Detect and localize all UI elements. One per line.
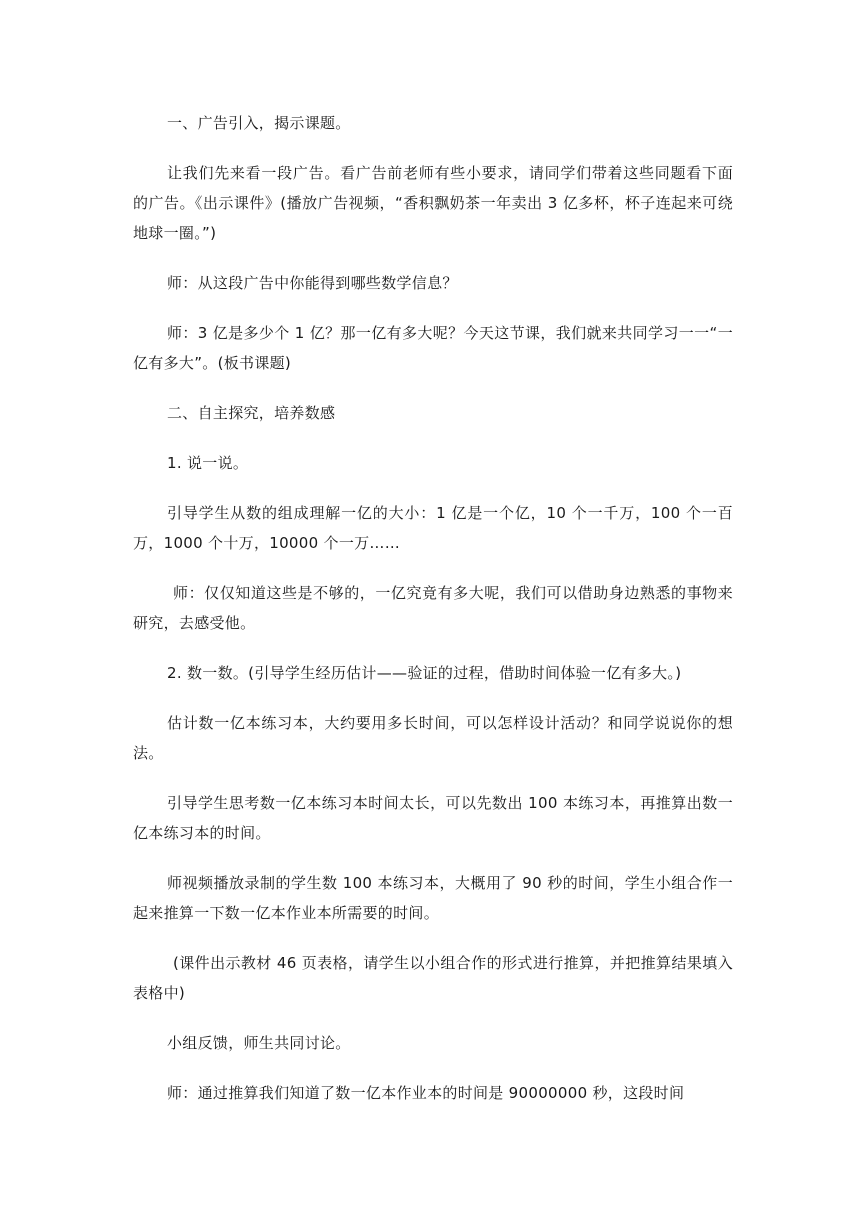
paragraph: 引导学生从数的组成理解一亿的大小：1 亿是一个亿，10 个一千万，100 个一百万，1000 个十万，10000 个一万…… xyxy=(133,504,733,552)
subheading: 1. 说一说。 xyxy=(167,454,249,472)
paragraph: 引导学生思考数一亿本练习本时间太长，可以先数出 100 本练习本，再推算出数一亿本练习本的时间。 xyxy=(133,794,733,842)
paragraph: 师：通过推算我们知道了数一亿本作业本的时间是 90000000 秒，这段时间 xyxy=(167,1084,685,1102)
paragraph: 师：从这段广告中你能得到哪些数学信息？ xyxy=(167,274,458,292)
paragraph: 师：3 亿是多少个 1 亿？那一亿有多大呢？今天这节课，我们就来共同学习一一“一亿有多大”。(板书课题) xyxy=(133,324,733,372)
paragraph: 师视频播放录制的学生数 100 本练习本，大概用了 90 秒的时间，学生小组合作一起来推算一下数一亿本作业本所需要的时间。 xyxy=(133,874,733,922)
paragraph: 小组反馈，师生共同讨论。 xyxy=(167,1034,351,1052)
paragraph: 让我们先来看一段广告。看广告前老师有些小要求，请同学们带着这些同题看下面的广告。《出示课件》(播放广告视频，“香积飘奶茶一年卖出 3 亿多杯，杯子连起来可绕地球一圈。”) xyxy=(133,164,733,242)
section-heading-2: 二、自主探究，培养数感 xyxy=(167,404,336,422)
section-heading-1: 一、广告引入，揭示课题。 xyxy=(167,114,351,132)
paragraph: (课件出示教材 46 页表格，请学生以小组合作的形式进行推算，并把推算结果填入表格中) xyxy=(133,954,733,1002)
paragraph: 估计数一亿本练习本，大约要用多长时间，可以怎样设计活动？和同学说说你的想法。 xyxy=(133,714,733,762)
document-body xyxy=(133,108,733,1128)
paragraph: 师：仅仅知道这些是不够的，一亿究竟有多大呢，我们可以借助身边熟悉的事物来研究，去感受他。 xyxy=(133,584,733,632)
subheading: 2. 数一数。(引导学生经历估计——验证的过程，借助时间体验一亿有多大。) xyxy=(167,664,682,682)
